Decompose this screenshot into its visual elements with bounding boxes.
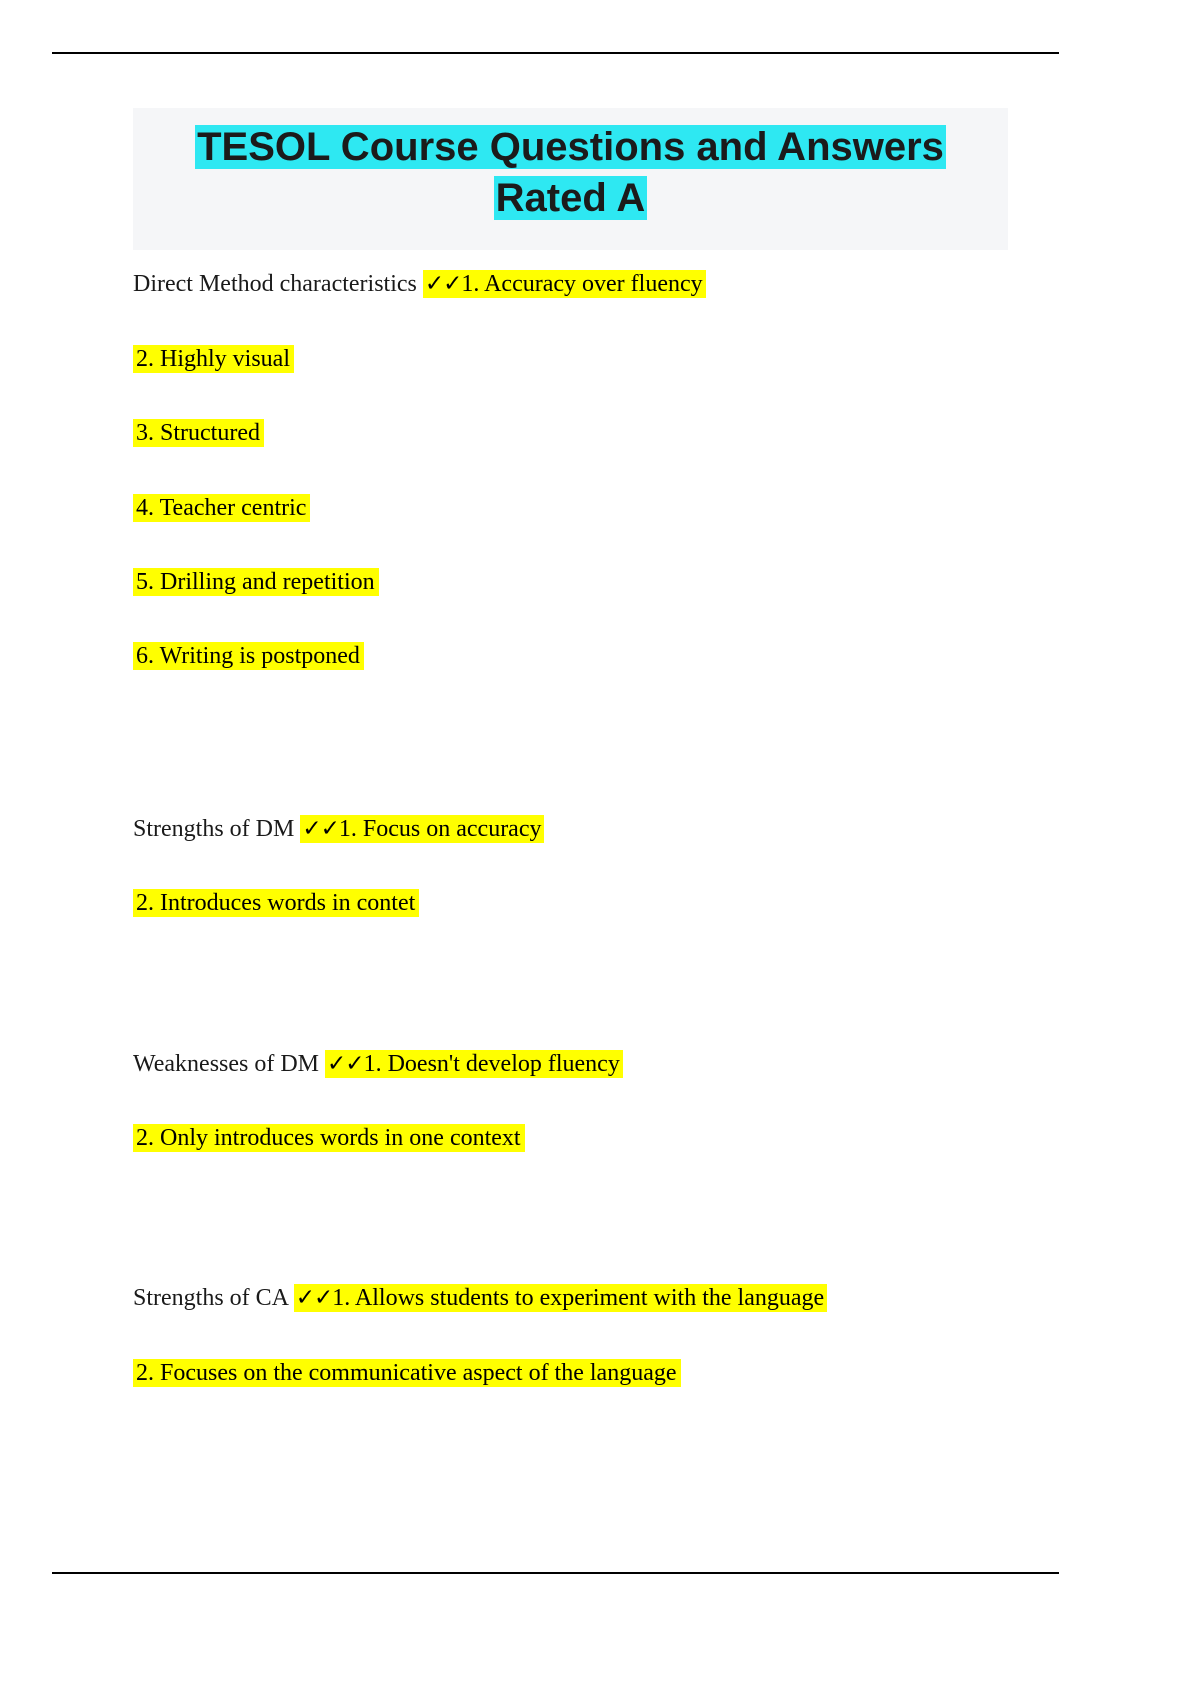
spacer: [133, 524, 1008, 566]
qa-answer: 6. Writing is postponed: [133, 642, 364, 670]
qa-prompt-row: [133, 1282, 1008, 1314]
footer-divider: [52, 1572, 1059, 1574]
qa-answer: 1. Doesn't develop fluency: [364, 1050, 623, 1078]
qa-answer: 1. Focus on accuracy: [339, 815, 545, 843]
qa-answer: 2. Highly visual: [133, 345, 294, 373]
check-marks-icon: ✓✓: [327, 1050, 364, 1077]
qa-answer-row: [133, 343, 1008, 375]
qa-answer: 1. Accuracy over fluency: [461, 270, 705, 298]
document-title-block: [133, 108, 1008, 250]
qa-prompt-row: [133, 1048, 1008, 1080]
qa-answer-row: [133, 640, 1008, 672]
qa-answer: 4. Teacher centric: [133, 494, 310, 522]
qa-answer-row: [133, 1357, 1008, 1389]
qa-section-strengths-dm: [133, 813, 1008, 920]
qa-answer-row: [133, 492, 1008, 524]
qa-answer: 3. Structured: [133, 419, 264, 447]
qa-prompt: Strengths of CA: [133, 1285, 294, 1312]
spacer: [133, 845, 1008, 887]
section-spacer: [133, 1154, 1008, 1282]
qa-section-strengths-ca: [133, 1282, 1008, 1389]
document-content: [133, 108, 1008, 1389]
qa-answer-row: [133, 887, 1008, 919]
check-marks-icon: ✓✓: [302, 815, 339, 842]
spacer: [133, 301, 1008, 343]
page-title-line-1: TESOL Course Questions and Answers: [197, 125, 944, 169]
spacer: [133, 1315, 1008, 1357]
spacer: [133, 375, 1008, 417]
section-spacer: [133, 920, 1008, 1048]
qa-answer-row: [133, 417, 1008, 449]
check-marks-icon: ✓✓: [295, 1285, 333, 1312]
qa-prompt: Weaknesses of DM: [133, 1050, 326, 1077]
header-divider: [52, 52, 1059, 54]
spacer: [133, 598, 1008, 640]
spacer: [133, 450, 1008, 492]
qa-prompt: Direct Method characteristics: [133, 271, 423, 298]
qa-prompt: Strengths of DM: [133, 815, 301, 842]
qa-answer: 2. Only introduces words in one context: [133, 1124, 525, 1152]
qa-answer: 2. Introduces words in contet: [133, 889, 419, 917]
page-title: [143, 122, 998, 224]
qa-answer: 2. Focuses on the communicative aspect of the language: [133, 1359, 681, 1387]
section-spacer: [133, 673, 1008, 813]
qa-prompt-row: [133, 268, 1008, 300]
qa-section-direct-method: [133, 268, 1008, 672]
qa-prompt-row: [133, 813, 1008, 845]
page-title-line-2: Rated A: [495, 176, 646, 221]
qa-answer: 5. Drilling and repetition: [133, 568, 379, 596]
qa-section-weaknesses-dm: [133, 1048, 1008, 1155]
check-marks-icon: ✓✓: [424, 271, 462, 298]
spacer: [133, 1080, 1008, 1122]
qa-answer-row: [133, 566, 1008, 598]
qa-answer: 1. Allows students to experiment with the language: [332, 1284, 827, 1312]
qa-answer-row: [133, 1122, 1008, 1154]
